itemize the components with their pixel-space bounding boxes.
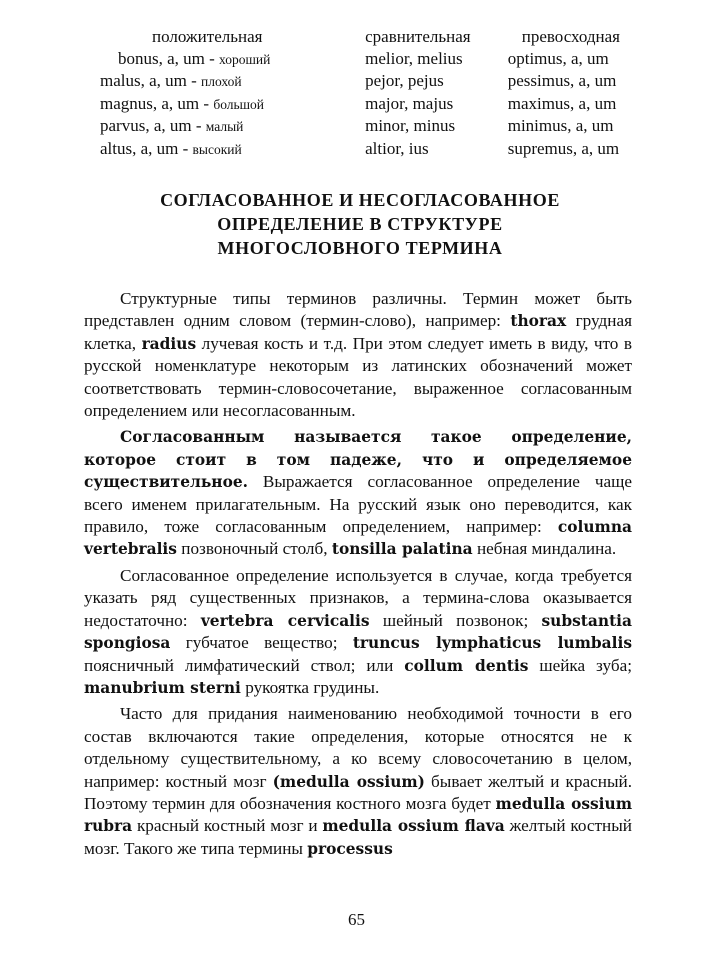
- latin-term: thorax: [510, 312, 567, 331]
- section-title-line: МНОГОСЛОВНОГО ТЕРМИНА: [217, 238, 503, 258]
- paragraph: [84, 426, 632, 560]
- positive-cell: [100, 138, 365, 161]
- text-run: небная миндалина.: [472, 539, 617, 559]
- latin-term: substantia spongiosa: [84, 611, 632, 653]
- text-run: шейный позвонок;: [369, 610, 542, 630]
- latin-term: (medulla ossium): [272, 772, 425, 791]
- table-row: [100, 93, 620, 116]
- text-run: бывает желтый и красный. Поэтому термин для обозначения костного мозга будет: [84, 771, 632, 813]
- section-title: [80, 188, 640, 260]
- positive-cell: [100, 115, 365, 138]
- russian-gloss: хороший: [219, 51, 271, 67]
- section-title-line: СОГЛАСОВАННОЕ И НЕСОГЛАСОВАННОЕ: [160, 190, 560, 210]
- latin-term: collum dentis: [404, 656, 529, 675]
- comparative-cell: melior, melius: [365, 48, 463, 68]
- table-row: [100, 115, 620, 138]
- text-run: губчатое вещество;: [170, 633, 353, 653]
- positive-cell: [100, 48, 365, 71]
- body-text: [84, 288, 632, 864]
- definition-text: Согласованным называется такое определение, которое стоит в том падеже, что и определяемое существительное.: [84, 428, 632, 492]
- text-run: грудная клетка,: [84, 311, 632, 353]
- superlative-cell: pessimus, a, um: [507, 71, 617, 90]
- text-run: позвоночный столб,: [176, 539, 332, 559]
- russian-gloss: большой: [213, 96, 265, 112]
- text-run: лучевая кость и т.д. При этом следует иметь в виду, что в русской номенклатуре некоторым из латинских обозначений может соответствовать термин-словосочетание, выраженное согласованным определением или несогласованным.: [84, 333, 632, 421]
- latin-term: columna vertebralis: [84, 518, 632, 559]
- header-superlative: превосходная: [521, 27, 620, 46]
- header-comparative: сравнительная: [365, 27, 471, 46]
- text-run: поясничный лимфатический ствол; или: [84, 655, 405, 675]
- superlative-cell: maximus, a, um: [507, 93, 617, 113]
- table-header-row: [100, 26, 620, 48]
- table-row: [100, 138, 620, 161]
- comparative-cell: major, majus: [365, 93, 454, 113]
- section-title-line: ОПРЕДЕЛЕНИЕ В СТРУКТУРЕ: [217, 214, 503, 234]
- superlative-cell: optimus, a, um: [507, 48, 609, 68]
- russian-gloss: высокий: [192, 141, 242, 157]
- text-run: Выражается согласованное определение чаще всего именем прилагательным. На русский язык оно переводится, как правило, тоже согласованным определением, например:: [84, 472, 632, 537]
- latin-adjective: altus, a, um -: [100, 138, 189, 158]
- latin-adjective: parvus, a, um -: [100, 116, 202, 135]
- text-run: красный костный мозг и: [132, 816, 323, 836]
- text-run: Структурные типы терминов различны. Термин может быть представлен одним словом (термин-слово), например:: [84, 289, 632, 331]
- table-row: [100, 70, 620, 93]
- superlative-cell: minimus, a, um: [507, 116, 614, 135]
- paragraph: [84, 288, 632, 422]
- text-run: шейка зуба;: [528, 655, 632, 675]
- paragraph: [84, 703, 632, 860]
- latin-term: manubrium sterni: [84, 678, 241, 697]
- comparative-cell: altior, ius: [365, 138, 429, 158]
- superlative-cell: supremus, a, um: [507, 138, 620, 158]
- russian-gloss: плохой: [201, 74, 242, 89]
- text-run: Часто для придания наименованию необходимой точности в его состав включаются такие определения, которые относятся не к отдельному существительному, а ко всему словосочетанию в целом, например: костный мозг: [84, 704, 632, 791]
- latin-adjective: bonus, a, um -: [118, 48, 215, 68]
- latin-term: tonsilla palatina: [331, 540, 473, 559]
- comparative-cell: minor, minus: [365, 116, 456, 135]
- text-run: рукоятка грудины.: [240, 677, 380, 697]
- latin-term: medulla ossium rubra: [84, 794, 632, 836]
- latin-adjective: magnus, a, um -: [100, 93, 210, 113]
- latin-term: radius: [141, 334, 197, 353]
- latin-adjective: malus, a, um -: [100, 71, 197, 90]
- positive-cell: [100, 93, 365, 116]
- russian-gloss: малый: [205, 119, 244, 134]
- text-run: желтый костный мозг. Такого же типа термины: [84, 816, 632, 858]
- latin-term: processus: [307, 839, 393, 858]
- page-number: 65: [348, 910, 365, 929]
- table-row: [100, 48, 620, 71]
- degrees-of-comparison-table: [100, 26, 620, 160]
- positive-cell: [100, 70, 365, 93]
- latin-term: medulla ossium flava: [322, 817, 505, 836]
- header-positive: положительная: [152, 27, 263, 46]
- text-run: Согласованное определение используется в случае, когда требуется указать ряд существенных признаков, а термина-слова оказывается недостаточно:: [84, 565, 632, 630]
- comparative-cell: pejor, pejus: [365, 71, 444, 90]
- paragraph: [84, 565, 632, 699]
- latin-term: truncus lymphaticus lumbalis: [352, 634, 632, 653]
- latin-term: vertebra cervicalis: [200, 611, 370, 630]
